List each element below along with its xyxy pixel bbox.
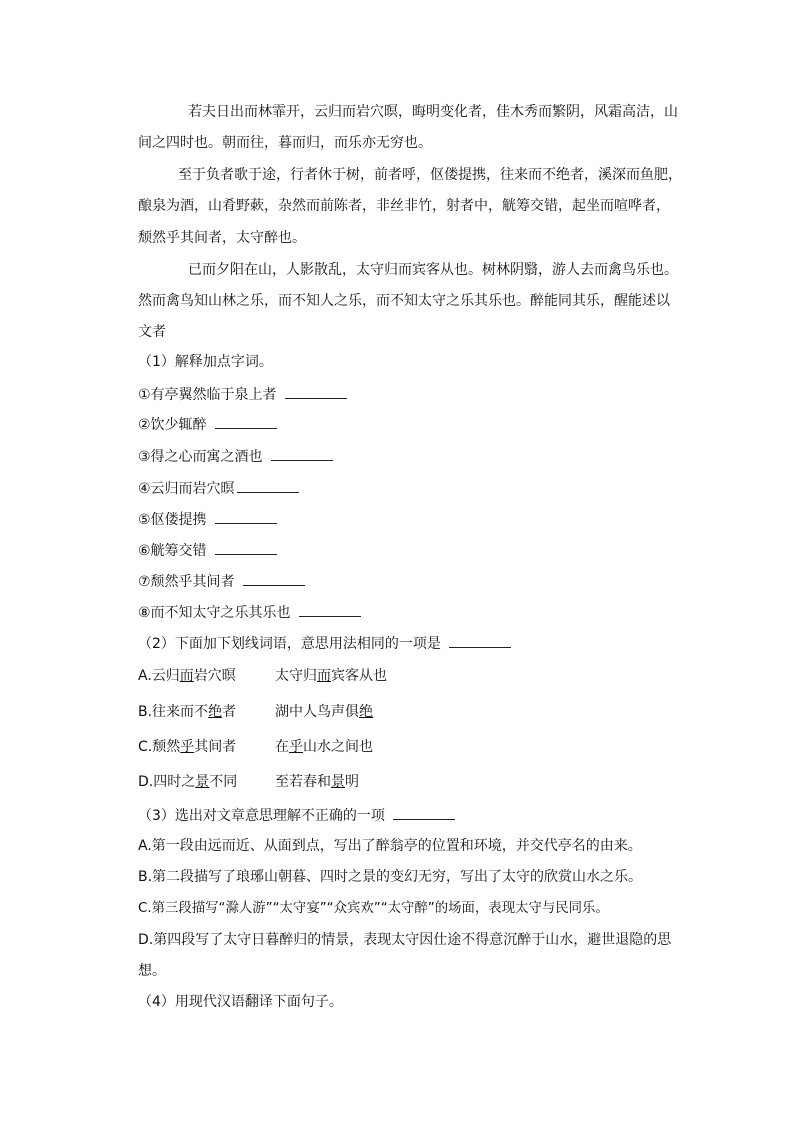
passage-p3-line3: 文者 <box>138 324 166 340</box>
passage-p2-line2: 酿泉为酒，山肴野蔌，杂然而前陈者，非丝非竹，射者中，觥筹交错，起坐而喧哗者， <box>138 198 670 214</box>
underlined-word: 乎 <box>289 739 303 755</box>
answer-blank[interactable] <box>285 384 347 399</box>
q1-item <box>138 540 277 561</box>
q3-title-row <box>138 805 455 826</box>
q1-item-text: ⑧而不知太守之乐其乐也 <box>138 605 291 621</box>
q1-item <box>138 446 333 467</box>
q1-item-text: ①有亭翼然临于泉上者 <box>138 387 277 403</box>
underlined-word: 绝 <box>359 704 373 720</box>
option-b-right <box>275 702 373 722</box>
q1-item-text: ③得之心而寓之酒也 <box>138 449 263 465</box>
option-a-left-text: 岩穴暝 <box>193 668 236 684</box>
option-c-left-text: C.颓然 <box>138 739 181 755</box>
option-c-left-text: 其间者 <box>194 739 237 755</box>
q3-option-c[interactable]: C.第三段描写“滁人游”“太守宴”“众宾欢”“太守醉”的场面，表现太守与民同乐。 <box>138 901 609 916</box>
q3-title: （3）选出对文章意思理解不正确的一项 <box>138 808 385 824</box>
option-a-right-text: 太守归 <box>275 668 317 684</box>
option-a-left-text: A.云归 <box>138 668 180 684</box>
q2-option-d[interactable] <box>138 772 498 792</box>
q1-item-text: ⑦颓然乎其间者 <box>138 574 235 590</box>
q2-title: （2）下面加下划线词语，意思用法相同的一项是 <box>138 636 441 652</box>
q3-option-d[interactable]: D.第四段写了太守日暮醉归的情景，表现太守因仕途不得意沉醉于山水，避世退隐的思 <box>138 932 672 948</box>
underlined-word: 而 <box>317 668 331 684</box>
answer-blank[interactable] <box>393 805 455 820</box>
option-d-left-text: 不同 <box>209 774 238 790</box>
answer-blank[interactable] <box>271 446 333 461</box>
q2-option-b[interactable] <box>138 702 498 722</box>
q1-title: （1）解释加点字词。 <box>138 354 273 370</box>
q3-option-a[interactable]: A.第一段由远而近、从面到点，写出了醉翁亭的位置和环境，并交代亭名的由来。 <box>138 838 642 854</box>
answer-blank[interactable] <box>449 633 511 648</box>
q3-option-b[interactable]: B.第二段描写了琅琊山朝暮、四时之景的变幻无穷，写出了太守的欣赏山水之乐。 <box>138 869 643 885</box>
option-d-left-text: D.四时之 <box>138 774 196 790</box>
passage-p1-line1: 若夫日出而林霏开，云归而岩穴暝，晦明变化者，佳木秀而繁阴，风霜高洁，山 <box>188 104 678 120</box>
passage-p1-line2: 间之四时也。朝而往，暮而归，而乐亦无穷也。 <box>138 135 432 151</box>
underlined-word: 景 <box>195 774 210 790</box>
passage-p3-line1: 已而夕阳在山，人影散乱，太守归而宾客从也。树林阴翳，游人去而禽鸟乐也。 <box>188 262 678 278</box>
option-c-right-text: 在 <box>275 739 289 755</box>
q2-option-c[interactable] <box>138 737 498 757</box>
q1-item <box>138 414 277 435</box>
underlined-word: 绝 <box>208 704 223 720</box>
q1-item <box>138 478 299 499</box>
q2-title-row <box>138 633 511 654</box>
q1-item-text: ⑥觥筹交错 <box>138 543 207 559</box>
q1-item-text: ②饮少辄醉 <box>138 417 207 433</box>
option-b-right-text: 湖中人鸟声俱 <box>275 704 359 720</box>
passage-p2-line1: 至于负者歌于途，行者休于树，前者呼，伛偻提携，往来而不绝者，溪深而鱼肥， <box>178 167 682 183</box>
q1-item <box>138 571 305 592</box>
q1-item-text: ⑤伛偻提携 <box>138 512 207 528</box>
answer-blank[interactable] <box>215 540 277 555</box>
underlined-word: 乎 <box>180 739 195 755</box>
passage-p3-line2: 然而禽鸟知山林之乐，而不知人之乐，而不知太守之乐其乐也。醉能同其乐，醒能述以 <box>138 293 670 309</box>
option-c-right-text: 山水之间也 <box>303 739 373 755</box>
option-d-right-text: 至若春和 <box>275 774 331 790</box>
option-b-left-text: 者 <box>222 704 237 720</box>
answer-blank[interactable] <box>215 414 277 429</box>
q2-option-a[interactable] <box>138 666 498 686</box>
answer-blank[interactable] <box>237 478 299 493</box>
answer-blank[interactable] <box>243 571 305 586</box>
q3-option-d-cont: 想。 <box>138 963 166 979</box>
answer-blank[interactable] <box>299 602 361 617</box>
q1-item <box>138 509 277 530</box>
q1-item <box>138 602 361 623</box>
option-a-right-text: 宾客从也 <box>331 668 387 684</box>
underlined-word: 景 <box>331 774 345 790</box>
answer-blank[interactable] <box>215 509 277 524</box>
option-c-right <box>275 737 373 757</box>
passage-p2-line3: 颓然乎其间者，太守醉也。 <box>138 230 306 246</box>
q1-item <box>138 384 347 405</box>
option-d-right <box>275 772 359 792</box>
q1-item-text: ④云归而岩穴暝 <box>138 481 235 497</box>
option-d-right-text: 明 <box>345 774 359 790</box>
underlined-word: 而 <box>179 668 194 684</box>
option-a-right <box>275 666 387 686</box>
option-b-left-text: B.往来而不 <box>138 704 209 720</box>
q4-title: （4）用现代汉语翻译下面句子。 <box>138 994 343 1010</box>
